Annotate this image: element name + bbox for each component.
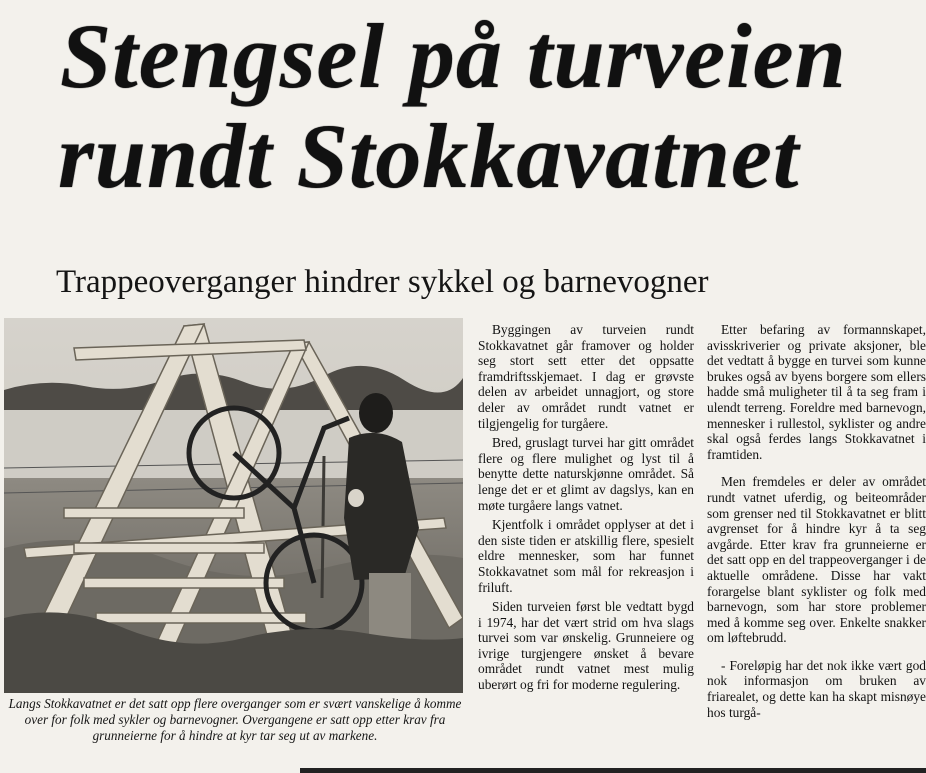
paragraph: Byggingen av turveien rundt Stokkavatnet går framover og holder seg stort sett etter det oppsatte framdriftsskjemaet. I dag er grøvste delen av arbeidet unnagjort, og store deler av området rundt vatnet er tilgjengelig for turgåere. <box>478 322 694 431</box>
subheadline: Trappeoverganger hindrer sykkel og barnevogner <box>56 264 709 300</box>
paragraph: Siden turveien først ble vedtatt bygd i 1974, har det vært strid om hva slags turvei som var ønskelig. Grunneiere og ivrige turgjengere ønsket å bevare området rundt vatnet mest mulig uberørt og fri for moderne regulering. <box>478 599 694 693</box>
article-column-1 <box>478 322 694 697</box>
headline-line-2: rundt Stokkavatnet <box>58 105 800 207</box>
paragraph: Men fremdeles er deler av området rundt vatnet uferdig, og beiteområder som grenser ned til Stokkavatnet er blitt avgrenset for å hindre kyr å ta seg avgårde. Etter krav fra grunneierne er det satt opp en del trappeoverganger i de aktuelle områdene. Disse har vakt forargelse blant syklister og folk med barnevogn, som har store problemer med å komme seg over. Enkelte snakker om løftebrudd. <box>707 474 926 646</box>
bottom-rule <box>300 768 926 773</box>
stile-photo-illustration <box>4 318 463 693</box>
stile-photo <box>4 318 463 693</box>
article-column-2 <box>707 322 926 724</box>
photo-caption: Langs Stokkavatnet er det satt opp flere overganger som er svært vanskelige å komme over for folk med sykler og barnevogner. Overgangene er satt opp etter krav fra grunneierne for å hindre at kyr tar seg ut av markene. <box>8 696 462 743</box>
paragraph: - Foreløpig har det nok ikke vært god nok informasjon om bruken av friarealet, og dette kan ha skapt misnøye hos turgå- <box>707 657 926 720</box>
paragraph: Bred, gruslagt turvei har gitt området flere og flere mulighet og lyst til å benytte dette naturskjønne området. Så lenge det er et glimt av dagslys, kan en møte turgåere langs vatnet. <box>478 435 694 513</box>
headline-line-1: Stengsel på turveien <box>60 5 847 107</box>
paragraph: Etter befaring av formannskapet, avisskriverier og private aksjoner, ble det vedtatt å bygge en turvei som kunne brukes også av byens borgere som ellers hadde små muligheter til å ta seg fram i ulendt terreng. Foreldre med barnevogn, mennesker i rullestol, syklister og andre skal også ferdes langs Stokkavatnet i framtiden. <box>707 322 926 462</box>
paragraph: Kjentfolk i området opplyser at det i den siste tiden er atskillig flere, spesielt eldre mennesker, som har funnet Stokkavatnet som mål for rekreasjon i friluft. <box>478 517 694 595</box>
headline <box>60 6 920 206</box>
